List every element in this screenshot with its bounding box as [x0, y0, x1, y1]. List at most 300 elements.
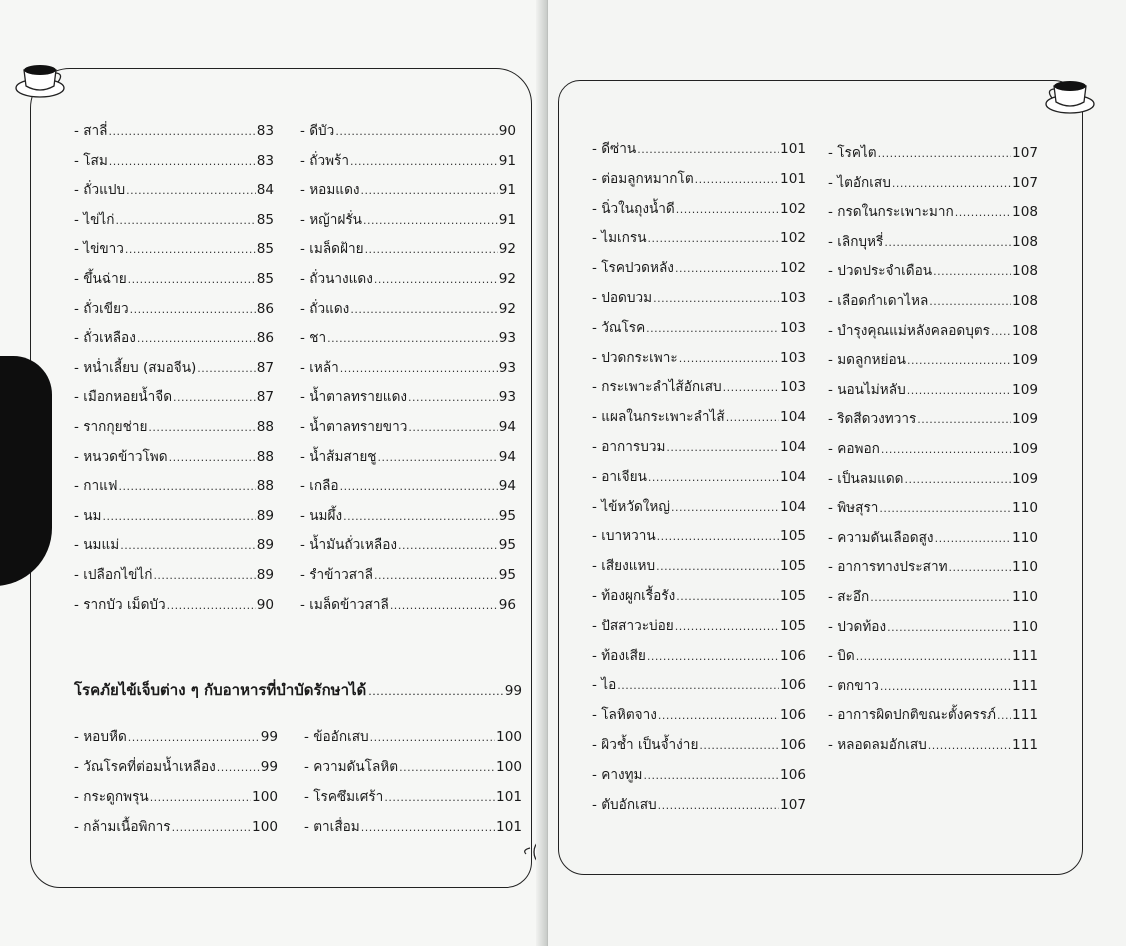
- toc-entry-title: - เกลือ: [300, 478, 339, 495]
- toc-entry-page: 101: [780, 170, 806, 187]
- toc-entry: [828, 174, 1038, 193]
- toc-entry-title: - มดลูกหย่อน: [828, 352, 906, 369]
- toc-entry: [592, 676, 806, 695]
- toc-entry: [300, 329, 516, 348]
- toc-entry-title: - ปวดท้อง: [828, 618, 887, 635]
- toc-entry: [300, 566, 516, 585]
- dot-leader: [878, 145, 1011, 163]
- toc-entry-page: 109: [1012, 441, 1038, 457]
- toc-entry: [828, 558, 1038, 577]
- toc-entry: [828, 677, 1038, 696]
- dot-leader: [173, 389, 256, 407]
- toc-entry: [592, 408, 806, 427]
- toc-entry: [592, 170, 806, 189]
- toc-entry: [74, 507, 274, 526]
- coffee-cup-icon: [14, 58, 68, 102]
- toc-entry-title: - นอนไม่หลับ: [828, 381, 906, 398]
- toc-entry: [592, 378, 806, 397]
- toc-entry: [592, 289, 806, 308]
- toc-entry: [828, 706, 1038, 725]
- toc-entry-title: - ปอดบวม: [592, 290, 653, 306]
- toc-entry: [74, 211, 274, 230]
- toc-entry-title: - แผลในกระเพาะลำไส้: [592, 409, 725, 426]
- dot-leader: [153, 567, 255, 585]
- toc-entry-title: - ริดสีดวงทวาร: [828, 411, 917, 428]
- dot-leader: [374, 567, 498, 585]
- toc-entry: [592, 706, 806, 725]
- dot-leader: [126, 182, 256, 200]
- dot-leader: [637, 141, 779, 159]
- toc-entry-title: - พิษสุรา: [828, 500, 879, 517]
- toc-entry-page: 104: [780, 439, 806, 455]
- toc-entry-page: 93: [498, 389, 516, 406]
- toc-entry: [828, 262, 1038, 281]
- toc-entry-page: 85: [256, 271, 274, 287]
- dot-leader: [374, 271, 498, 289]
- toc-entry-page: 100: [252, 819, 278, 835]
- toc-entry: [592, 557, 806, 576]
- dot-leader: [128, 729, 260, 747]
- dot-leader: [118, 478, 255, 496]
- toc-entry-page: 88: [256, 448, 274, 465]
- toc-entry-page: 91: [498, 152, 516, 169]
- toc-entry-title: - โรคไต: [828, 145, 877, 161]
- dot-leader: [676, 588, 779, 606]
- toc-entry-title: - ถั่วพร้า: [300, 152, 349, 169]
- toc-entry-page: 86: [256, 330, 274, 347]
- toc-entry-title: - เมล็ดข้าวสาลี: [300, 596, 389, 613]
- toc-entry-page: 107: [1012, 174, 1038, 191]
- dot-leader: [881, 441, 1011, 459]
- toc-entry-page: 105: [780, 528, 806, 545]
- toc-entry-page: 103: [780, 319, 806, 336]
- toc-entry-page: 99: [260, 729, 278, 745]
- toc-entry: [828, 292, 1038, 311]
- toc-entry-page: 101: [496, 819, 522, 835]
- toc-entry-page: 83: [256, 123, 274, 139]
- toc-entry-page: 91: [498, 211, 516, 228]
- toc-entry-title: - ปวดประจำเดือน: [828, 263, 933, 280]
- toc-entry-page: 92: [498, 241, 516, 258]
- toc-entry-title: - หลอดลมอักเสบ: [828, 737, 927, 753]
- dot-leader: [368, 682, 502, 702]
- toc-entry: [592, 259, 806, 278]
- toc-entry-page: 94: [498, 419, 516, 435]
- toc-entry-title: - เสียงแหบ: [592, 558, 656, 575]
- dot-leader: [370, 729, 495, 747]
- toc-entry-page: 99: [260, 759, 278, 775]
- toc-entry-title: - เมล็ดฝ้าย: [300, 241, 364, 258]
- dot-leader: [350, 301, 497, 319]
- toc-entry-page: 109: [1012, 411, 1038, 428]
- dot-leader: [675, 260, 779, 278]
- toc-entry-title: - ตกขาว: [828, 677, 879, 694]
- toc-entry-page: 86: [256, 300, 274, 317]
- section-heading: [74, 680, 522, 702]
- toc-entry-title: - ปวดกระเพาะ: [592, 349, 678, 366]
- dot-leader: [398, 537, 498, 555]
- toc-entry-page: 89: [256, 537, 274, 554]
- toc-entry-title: - เมือกหอยน้ำจืด: [74, 389, 173, 406]
- toc-entry: [828, 144, 1038, 163]
- toc-entry-title: - บำรุงคุณแม่หลังคลอดบุตร: [828, 322, 990, 339]
- dot-leader: [384, 789, 495, 807]
- dot-leader: [361, 182, 498, 200]
- toc-entry: [74, 359, 274, 378]
- toc-entry-title: - ต่อมลูกหมากโต: [592, 170, 694, 187]
- thumb-shadow: [0, 356, 52, 586]
- dot-leader: [648, 469, 779, 487]
- toc-entry-page: 108: [1012, 293, 1038, 309]
- right-page: [548, 0, 1126, 946]
- dot-leader: [408, 389, 498, 407]
- toc-entry: [592, 438, 806, 457]
- toc-entry-page: 87: [256, 389, 274, 406]
- toc-entry-title: - นม: [74, 507, 102, 524]
- toc-entry-title: - ถั่วแดง: [300, 300, 350, 317]
- toc-entry: [304, 818, 522, 837]
- dot-leader: [676, 201, 779, 219]
- toc-entry-title: - อาการผิดปกติขณะตั้งครรภ์: [828, 707, 996, 724]
- toc-entry-page: 104: [780, 498, 806, 515]
- toc-entry-page: 95: [498, 537, 516, 554]
- toc-entry-title: - ท้องเสีย: [592, 647, 646, 664]
- toc-entry-page: 84: [256, 182, 274, 199]
- toc-entry-page: 103: [780, 290, 806, 306]
- toc-entry-title: - วัณโรค: [592, 319, 646, 336]
- toc-entry-title: - น้ำมันถั่วเหลือง: [300, 537, 398, 554]
- left-page: [0, 0, 548, 946]
- dot-leader: [109, 153, 256, 171]
- dot-leader: [167, 597, 256, 615]
- toc-entry-title: - หอมแดง: [300, 182, 360, 199]
- coffee-cup-icon: [1044, 74, 1098, 118]
- toc-entry: [74, 788, 278, 807]
- dot-leader: [699, 737, 779, 755]
- toc-entry-page: 109: [1012, 381, 1038, 398]
- toc-entry-page: 111: [1012, 737, 1038, 753]
- toc-entry-page: 109: [1012, 352, 1038, 369]
- toc-entry: [74, 388, 274, 407]
- toc-entry-page: 92: [498, 271, 516, 287]
- dot-leader: [726, 409, 779, 427]
- toc-entry-title: - ไมเกรน: [592, 230, 647, 247]
- dot-leader: [907, 352, 1011, 370]
- dot-leader: [343, 508, 498, 526]
- toc-entry: [828, 618, 1038, 637]
- dot-leader: [907, 382, 1011, 400]
- toc-entry-title: - กรดในกระเพาะมาก: [828, 204, 954, 221]
- toc-entry-title: - วัณโรคที่ต่อมน้ำเหลือง: [74, 759, 216, 775]
- toc-entry: [592, 617, 806, 636]
- dot-leader: [109, 123, 256, 141]
- toc-entry-title: - ตับอักเสบ: [592, 796, 657, 813]
- toc-entry-title: - หญ้าฝรั่น: [300, 211, 362, 228]
- toc-entry-title: - ข้ออักเสบ: [304, 729, 369, 745]
- toc-entry: [828, 499, 1038, 518]
- toc-entry: [828, 647, 1038, 666]
- toc-entry-page: 100: [496, 729, 522, 745]
- toc-entry-page: 88: [256, 419, 274, 435]
- toc-entry-page: 111: [1012, 648, 1038, 665]
- toc-entry-title: - สะอึก: [828, 589, 870, 605]
- toc-entry: [592, 587, 806, 606]
- toc-entry-page: 105: [780, 588, 806, 604]
- toc-entry-title: - น้ำตาลทรายแดง: [300, 389, 408, 406]
- toc-entry-page: 100: [252, 789, 278, 805]
- toc-entry-title: - ดีซ่าน: [592, 141, 637, 157]
- toc-entry: [300, 418, 516, 437]
- dot-leader: [935, 530, 1011, 548]
- toc-entry-page: 85: [256, 211, 274, 228]
- toc-entry-title: - ความดันเลือดสูง: [828, 529, 934, 546]
- toc-entry: [592, 229, 806, 248]
- dot-leader: [884, 234, 1011, 252]
- toc-entry-page: 94: [498, 448, 516, 465]
- toc-entry-page: 89: [256, 567, 274, 583]
- toc-entry-page: 102: [780, 230, 806, 247]
- toc-entry-title: - รากกุยช่าย: [74, 419, 148, 435]
- toc-entry-page: 104: [780, 409, 806, 426]
- dot-leader: [361, 819, 495, 837]
- dot-leader: [647, 648, 779, 666]
- toc-entry-page: 111: [1012, 677, 1038, 694]
- toc-entry: [74, 596, 274, 615]
- toc-entry-page: 106: [780, 737, 806, 753]
- dot-leader: [695, 171, 779, 189]
- toc-entry: [592, 736, 806, 755]
- toc-entry-title: - กาแฟ: [74, 478, 118, 495]
- toc-entry-page: 101: [780, 141, 806, 157]
- toc-entry: [74, 181, 274, 200]
- toc-entry-title: - อาการทางประสาท: [828, 559, 948, 576]
- toc-entry-title: - เป็นลมแดด: [828, 470, 904, 487]
- toc-entry: [592, 468, 806, 487]
- dot-leader: [125, 241, 256, 259]
- toc-entry: [300, 211, 516, 230]
- dot-leader: [137, 330, 256, 348]
- toc-entry-page: 95: [498, 567, 516, 583]
- toc-entry-page: 92: [498, 300, 516, 317]
- dot-leader: [197, 360, 255, 378]
- toc-entry-page: 90: [498, 123, 516, 139]
- toc-entry: [74, 300, 274, 319]
- dot-leader: [679, 350, 779, 368]
- toc-entry-page: 100: [496, 759, 522, 775]
- toc-entry-page: 106: [780, 677, 806, 694]
- toc-entry: [592, 527, 806, 546]
- toc-entry-page: 106: [780, 766, 806, 783]
- toc-entry-page: 87: [256, 359, 274, 376]
- toc-entry-page: 93: [498, 359, 516, 376]
- dot-leader: [671, 499, 779, 517]
- dot-leader: [646, 320, 779, 338]
- toc-entry-page: 104: [780, 468, 806, 485]
- toc-entry: [828, 351, 1038, 370]
- toc-entry-page: 108: [1012, 322, 1038, 339]
- toc-entry-title: - ตาเสื่อม: [304, 819, 360, 835]
- dot-leader: [617, 677, 779, 695]
- toc-entry: [592, 319, 806, 338]
- toc-entry: [300, 536, 516, 555]
- toc-entry: [74, 758, 278, 777]
- toc-entry-page: 110: [1012, 589, 1038, 605]
- toc-entry-page: 109: [1012, 470, 1038, 487]
- toc-entry-title: - น้ำตาลทรายขาว: [300, 419, 408, 435]
- toc-entry: [300, 122, 516, 141]
- toc-entry-title: - ปัสสาวะบ่อย: [592, 617, 674, 634]
- toc-entry-title: - ผิวช้ำ เป็นจ้ำง่าย: [592, 737, 699, 753]
- toc-entry-title: - อาเจียน: [592, 468, 647, 485]
- toc-entry: [828, 322, 1038, 341]
- toc-entry-page: 96: [498, 596, 516, 613]
- toc-entry-title: - กระดูกพรุน: [74, 789, 149, 805]
- toc-entry: [592, 796, 806, 815]
- toc-entry: [828, 588, 1038, 607]
- toc-entry-page: 110: [1012, 529, 1038, 546]
- toc-entry-title: - น้ำส้มสายชู: [300, 448, 377, 465]
- toc-entry-page: 111: [1012, 707, 1038, 724]
- toc-entry-page: 106: [780, 707, 806, 724]
- toc-entry-page: 108: [1012, 263, 1038, 280]
- toc-entry: [828, 410, 1038, 429]
- toc-entry: [300, 596, 516, 615]
- dot-leader: [130, 301, 256, 319]
- toc-entry-title: - โลหิตจาง: [592, 707, 657, 724]
- toc-entry: [828, 203, 1038, 222]
- toc-entry-title: - กล้ามเนื้อพิการ: [74, 819, 171, 835]
- toc-entry: [828, 470, 1038, 489]
- dot-leader: [390, 597, 498, 615]
- dot-leader: [172, 819, 251, 837]
- dot-leader: [120, 537, 255, 555]
- toc-entry: [592, 200, 806, 219]
- toc-entry-title: - ชา: [300, 330, 327, 347]
- toc-entry-title: - ไข่ขาว: [74, 241, 124, 258]
- toc-entry-page: 90: [256, 596, 274, 613]
- toc-entry-page: 105: [780, 558, 806, 575]
- toc-entry-page: 89: [256, 507, 274, 524]
- section-page: 99: [504, 683, 522, 699]
- toc-entry-title: - โสม: [74, 152, 108, 169]
- toc-entry-title: - ดีบัว: [300, 123, 335, 139]
- dot-leader: [169, 449, 256, 467]
- dot-leader: [150, 789, 251, 807]
- toc-entry-title: - ถั่วเหลือง: [74, 330, 136, 347]
- dot-leader: [399, 759, 495, 777]
- toc-entry-title: - หอบหืด: [74, 729, 127, 745]
- toc-entry-title: - ไอ: [592, 677, 617, 694]
- toc-entry-title: - เลิกบุหรี่: [828, 233, 884, 250]
- toc-entry: [74, 270, 274, 289]
- toc-entry: [74, 728, 278, 747]
- toc-entry-title: - เหล้า: [300, 359, 339, 376]
- toc-entry-title: - ท้องผูกเรื้อรัง: [592, 588, 676, 604]
- toc-entry-page: 103: [780, 349, 806, 366]
- toc-entry-title: - รากบัว เม็ดบัว: [74, 596, 166, 613]
- toc-entry: [300, 359, 516, 378]
- toc-entry: [300, 388, 516, 407]
- toc-entry-title: - ถั่วแปบ: [74, 182, 126, 199]
- dot-leader: [949, 559, 1012, 577]
- dot-leader: [653, 290, 779, 308]
- section-title: โรคภัยไข้เจ็บต่าง ๆ กับอาหารที่บำบัดรักษาได้: [74, 681, 367, 699]
- toc-entry: [592, 498, 806, 517]
- toc-entry: [592, 766, 806, 785]
- dot-leader: [335, 123, 497, 141]
- toc-entry-page: 101: [496, 789, 522, 805]
- dot-leader: [363, 212, 498, 230]
- toc-entry-title: - โรคปวดหลัง: [592, 260, 674, 277]
- toc-entry-page: 88: [256, 478, 274, 495]
- toc-entry: [300, 152, 516, 171]
- toc-entry: [592, 140, 806, 159]
- toc-entry-page: 110: [1012, 559, 1038, 576]
- dot-leader: [666, 439, 779, 457]
- dot-leader: [102, 508, 255, 526]
- dot-leader: [340, 478, 498, 496]
- toc-entry-title: - หนวดข้าวโพด: [74, 448, 168, 465]
- dot-leader: [217, 759, 260, 777]
- toc-entry: [74, 329, 274, 348]
- dot-leader: [365, 241, 498, 259]
- dot-leader: [723, 379, 779, 397]
- dot-leader: [350, 153, 498, 171]
- toc-entry: [304, 788, 522, 807]
- dot-leader: [870, 589, 1011, 607]
- toc-entry: [74, 477, 274, 496]
- toc-entry-title: - คางทูม: [592, 766, 643, 783]
- toc-entry: [74, 818, 278, 837]
- dot-leader: [887, 619, 1011, 637]
- dot-leader: [991, 323, 1011, 341]
- toc-entry-title: - หน่ำเลี้ยบ (สมอจีน): [74, 359, 197, 376]
- dot-leader: [856, 648, 1011, 666]
- dot-leader: [327, 330, 498, 348]
- dot-leader: [929, 293, 1011, 311]
- toc-entry-page: 85: [256, 241, 274, 258]
- toc-entry: [74, 152, 274, 171]
- toc-entry-title: - คอพอก: [828, 441, 880, 457]
- dot-leader: [656, 558, 779, 576]
- toc-entry: [304, 728, 522, 747]
- toc-entry-title: - สาลี่: [74, 123, 108, 139]
- dot-leader: [917, 411, 1011, 429]
- toc-entry-title: - นมผึ้ง: [300, 507, 343, 524]
- dot-leader: [658, 707, 779, 725]
- toc-entry-title: - เลือดกำเดาไหล: [828, 293, 929, 309]
- toc-entry: [300, 507, 516, 526]
- toc-entry-title: - ถั่วเขียว: [74, 300, 129, 317]
- toc-entry-page: 106: [780, 647, 806, 664]
- dot-leader: [928, 737, 1011, 755]
- toc-entry-title: - ขึ้นฉ่าย: [74, 271, 127, 287]
- dot-leader: [880, 678, 1011, 696]
- toc-entry-title: - รำข้าวสาลี: [300, 567, 373, 583]
- dot-leader: [115, 212, 255, 230]
- dot-leader: [658, 797, 779, 815]
- toc-entry: [300, 240, 516, 259]
- toc-entry: [304, 758, 522, 777]
- toc-entry-title: - กระเพาะลำไส้อักเสบ: [592, 379, 722, 396]
- dot-leader: [148, 419, 255, 437]
- toc-entry-title: - นมแม่: [74, 537, 120, 554]
- toc-entry-page: 103: [780, 379, 806, 396]
- toc-entry-page: 107: [780, 796, 806, 813]
- toc-entry: [592, 647, 806, 666]
- toc-entry: [592, 349, 806, 368]
- toc-entry-title: - เปลือกไข่ไก่: [74, 567, 153, 583]
